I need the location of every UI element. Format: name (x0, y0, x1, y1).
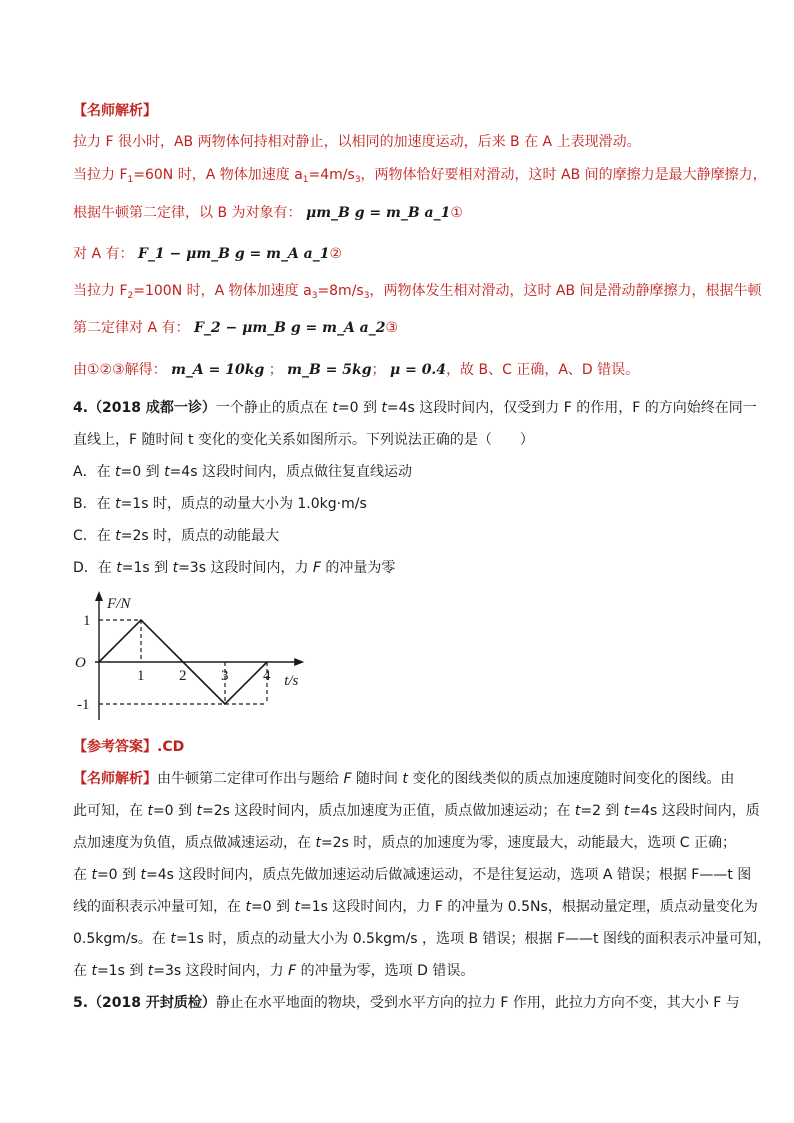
option-d: D．在 t=1s 到 t=3s 这段时间内，力 F 的冲量为零 (73, 560, 396, 576)
data-point (182, 661, 184, 663)
x-axis-arrow (294, 658, 304, 666)
analysis-line: 第二定律对 A 有： F_2 − μm_B g = m_A a_2③ (73, 320, 399, 336)
formula: m_A = 10kg (171, 362, 265, 378)
data-point (266, 661, 268, 663)
analysis-line: 拉力 F 很小时，AB 两物体何持相对静止，以相同的加速度运动，后来 B 在 A 上表现滑动。 (73, 134, 641, 150)
question-stem: 直线上，F 随时间 t 变化的变化关系如图所示。下列说法正确的是（ ） (73, 432, 534, 448)
formula: μ = 0.4 (389, 362, 447, 378)
x-tick-label: 4 (263, 668, 271, 684)
analysis-line: 根据牛顿第二定律，以 B 为对象有： μm_B g = m_B a_1① (73, 205, 463, 221)
y-axis-arrow (95, 591, 103, 601)
analysis-line: 当拉力 $F_1=60N$ 时，A 物体加速度 $a_1=4m/s_3$，两物体恰好要相对滑动，这时 AB 间的摩擦力是最大静摩擦力， (73, 167, 767, 185)
analysis-line: 由①②③解得： m_A = 10kg ； m_B = 5kg； μ = 0.4，故 B、C 正确，A、D 错误。 (73, 362, 640, 378)
formula: F_1 − μm_B g = m_A a_1 (137, 246, 330, 262)
option-c: C．在 t=2s 时，质点的动能最大 (73, 528, 280, 544)
data-point (98, 661, 100, 663)
analysis-line: 点加速度为负值，质点做减速运动，在 t=2s 时，质点的加速度为零，速度最大，动能最大，选项 C 正确； (73, 835, 737, 851)
analysis-line: 【名师解析】由牛顿第二定律可作出与题给 F 随时间 t 变化的图线类似的质点加速度随时间变化的图线。由 (73, 771, 735, 787)
y-tick-label: 1 (83, 613, 91, 629)
analysis-line: 此可知，在 t=0 到 t=2s 这段时间内，质点加速度为正值，质点做加速运动；在 t=2 到 t=4s 这段时间内，质 (73, 803, 760, 819)
question-stem: 5.（2018 开封质检）静止在水平地面的物块，受到水平方向的拉力 F 作用，此拉力方向不变，其大小 F 与 (73, 995, 740, 1011)
origin-label: O (75, 655, 86, 671)
question-stem: 4.（2018 成都一诊）一个静止的质点在 t=0 到 t=4s 这段时间内，仅受到力 F 的作用，F 的方向始终在同一 (73, 400, 757, 416)
analysis-heading: 【名师解析】 (73, 771, 157, 787)
answer-value: .CD (157, 739, 185, 755)
force-time-graph (73, 586, 323, 721)
answer-line (73, 737, 184, 757)
formula: m_B = 5kg (287, 362, 372, 378)
formula: F_2 − μm_B g = m_A a_2 (193, 320, 386, 336)
analysis-line: 当拉力 $F_2=100N$ 时，A 物体加速度 $a_3=8m/s_3$，两物体发生相对滑动，这时 AB 间是滑动静摩擦力，根据牛顿 (73, 283, 762, 301)
x-tick-label: 3 (221, 668, 229, 684)
data-point (224, 703, 226, 705)
analysis-line: 0.5kgm/s。在 t=1s 时，质点的动量大小为 0.5kgm/s ，选项 B 错误；根据 F——t 图线的面积表示冲量可知， (73, 931, 771, 947)
formula: μm_B g = m_B a_1 (305, 205, 451, 221)
data-point (140, 619, 142, 621)
analysis-line: 对 A 有： F_1 − μm_B g = m_A a_1② (73, 246, 343, 262)
answer-label: 【参考答案】 (73, 739, 157, 755)
axis-labels (75, 596, 299, 713)
option-b: B．在 t=1s 时，质点的动量大小为 1.0kg·m/s (73, 496, 367, 512)
option-a: A．在 t=0 到 t=4s 这段时间内，质点做往复直线运动 (73, 464, 412, 480)
analysis-line: 在 t=0 到 t=4s 这段时间内，质点先做加速运动后做减速运动，不是往复运动，选项 A 错误；根据 F——t 图 (73, 867, 752, 883)
x-tick-label: 2 (179, 668, 187, 684)
x-tick-label: 1 (137, 668, 145, 684)
y-tick-label: -1 (77, 697, 90, 713)
analysis-heading: 【名师解析】 (73, 103, 157, 119)
y-axis-label: F/N (107, 596, 131, 612)
analysis-line: 线的面积表示冲量可知，在 t=0 到 t=1s 这段时间内，力 F 的冲量为 0.5Ns，根据动量定理，质点动量变化为 (73, 899, 758, 915)
x-axis-label: t/s (284, 673, 299, 689)
analysis-line: 在 t=1s 到 t=3s 这段时间内，力 F 的冲量为零，选项 D 错误。 (73, 963, 475, 979)
